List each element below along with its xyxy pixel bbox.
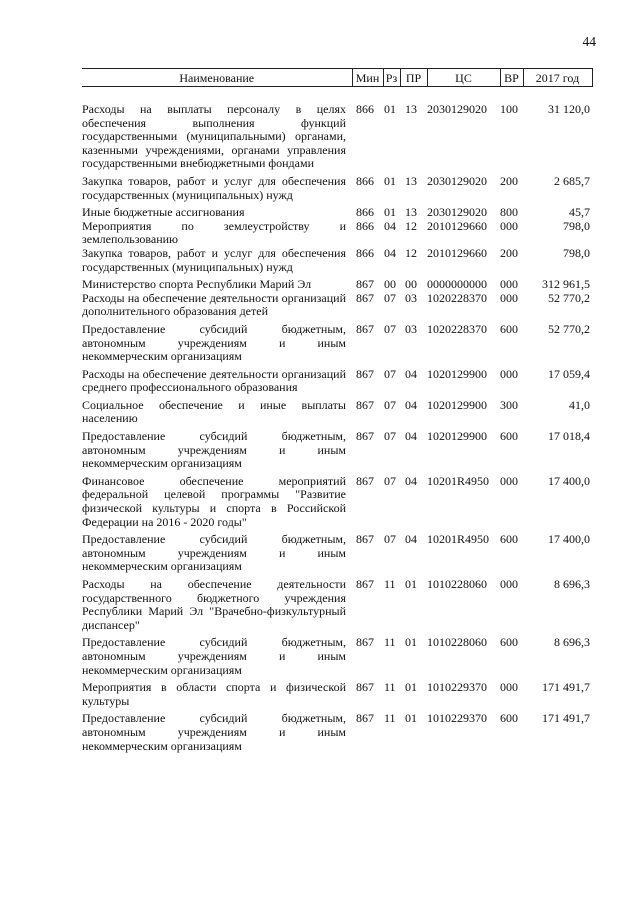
table-row <box>82 636 592 681</box>
cell-cs: 1010228060 <box>427 635 487 650</box>
cell-rz: 04 <box>384 218 396 233</box>
cell-vr: 600 <box>500 635 518 650</box>
cell-cs: 10201R4950 <box>427 473 490 488</box>
cell-vr: 200 <box>500 173 518 188</box>
cell-pr: 01 <box>405 577 417 591</box>
table-row <box>82 278 592 292</box>
cell-pr: 03 <box>405 290 417 305</box>
cell-name: Предоставление субсидий бюджетным, автономным учреждениям и иным некоммерческим организациям <box>82 321 346 364</box>
header-year: 2017 год <box>523 69 592 87</box>
cell-sum: 798,0 <box>563 245 590 260</box>
table-header <box>82 69 592 104</box>
table-row <box>82 712 592 757</box>
cell-pr: 04 <box>405 532 417 547</box>
cell-vr: 000 <box>500 473 518 488</box>
table-row <box>82 578 592 636</box>
cell-min: 866 <box>356 205 374 220</box>
cell-pr: 01 <box>405 635 417 650</box>
cell-name: Министерство спорта Республики Марий Эл <box>82 277 312 292</box>
cell-sum: 17 400,0 <box>548 473 590 488</box>
cell-cs: 1020228370 <box>427 321 487 336</box>
cell-pr: 04 <box>405 473 417 488</box>
table-row <box>82 681 592 712</box>
cell-sum: 31 120,0 <box>548 102 590 116</box>
cell-min: 867 <box>356 397 374 412</box>
cell-name: Расходы на выплаты персоналу в целях обеспечения выполнения функций государственными (муниципальными) органами, казенными учреждениями, органами управления государственными внебюджетными фондами <box>82 102 346 171</box>
cell-cs: 2010129660 <box>427 245 487 260</box>
cell-rz: 00 <box>384 277 396 292</box>
cell-min: 866 <box>356 245 374 260</box>
cell-name: Расходы на обеспечение деятельности организаций среднего профессионального образования <box>82 366 346 395</box>
header-min: Мин <box>352 69 383 87</box>
table-row <box>82 220 592 247</box>
cell-min: 867 <box>356 366 374 381</box>
cell-min: 867 <box>356 680 374 695</box>
cell-min: 866 <box>356 218 374 233</box>
cell-rz: 11 <box>384 711 396 726</box>
cell-pr: 04 <box>405 429 417 444</box>
table-row <box>82 175 592 206</box>
header-pr: ПР <box>400 69 427 87</box>
table-row <box>82 292 592 323</box>
cell-sum: 312 961,5 <box>542 277 590 292</box>
cell-rz: 11 <box>384 635 396 650</box>
cell-name: Иные бюджетные ассигнования <box>82 205 245 220</box>
cell-sum: 171 491,7 <box>542 711 590 726</box>
table-row <box>82 323 592 368</box>
cell-name: Мероприятия в области спорта и физической культуры <box>82 680 346 708</box>
table-row <box>82 533 592 578</box>
cell-rz: 04 <box>384 245 396 260</box>
cell-min: 867 <box>356 321 374 336</box>
cell-rz: 01 <box>384 173 396 188</box>
cell-min: 867 <box>356 711 374 726</box>
cell-rz: 01 <box>384 205 396 220</box>
cell-min: 867 <box>356 577 374 591</box>
cell-vr: 100 <box>500 102 518 116</box>
cell-pr: 01 <box>405 711 417 726</box>
cell-rz: 07 <box>384 473 396 488</box>
cell-pr: 04 <box>405 366 417 381</box>
cell-sum: 17 400,0 <box>548 532 590 547</box>
page-number: 44 <box>582 34 596 49</box>
cell-vr: 600 <box>500 532 518 547</box>
cell-pr: 03 <box>405 321 417 336</box>
cell-min: 867 <box>356 532 374 547</box>
cell-rz: 01 <box>384 102 396 116</box>
cell-sum: 52 770,2 <box>548 321 590 336</box>
cell-rz: 07 <box>384 532 396 547</box>
header-cs: ЦС <box>427 69 500 87</box>
cell-vr: 000 <box>500 290 518 305</box>
cell-cs: 1010229370 <box>427 711 487 726</box>
cell-min: 866 <box>356 173 374 188</box>
cell-min: 867 <box>356 290 374 305</box>
table-row <box>82 430 592 475</box>
cell-rz: 07 <box>384 429 396 444</box>
cell-cs: 1020129900 <box>427 397 487 412</box>
cell-sum: 17 059,4 <box>548 366 590 381</box>
cell-vr: 000 <box>500 277 518 292</box>
cell-cs: 2030129020 <box>427 102 487 116</box>
cell-rz: 11 <box>384 680 396 695</box>
cell-min: 867 <box>356 277 374 292</box>
cell-name: Закупка товаров, работ и услуг для обеспечения государственных (муниципальных) нужд <box>82 245 346 274</box>
cell-name: Предоставление субсидий бюджетным, автономным учреждениям и иным некоммерческим организациям <box>82 429 346 471</box>
cell-cs: 10201R4950 <box>427 532 490 547</box>
table-row <box>82 247 592 278</box>
cell-sum: 8 696,3 <box>554 577 590 591</box>
cell-vr: 600 <box>500 429 518 444</box>
cell-vr: 000 <box>500 366 518 381</box>
cell-rz: 07 <box>384 321 396 336</box>
cell-pr: 13 <box>405 173 417 188</box>
cell-sum: 171 491,7 <box>542 680 590 695</box>
cell-name: Предоставление субсидий бюджетным, автономным учреждениям и иным некоммерческим организациям <box>82 711 346 753</box>
table-body <box>82 103 592 757</box>
header-name: Наименование <box>82 69 352 87</box>
cell-pr: 13 <box>405 205 417 220</box>
cell-rz: 07 <box>384 290 396 305</box>
cell-vr: 000 <box>500 577 518 591</box>
cell-name: Предоставление субсидий бюджетным, автономным учреждениям и иным некоммерческим организациям <box>82 635 346 677</box>
cell-cs: 1010229370 <box>427 680 487 695</box>
table-row <box>82 103 592 175</box>
cell-sum: 2 685,7 <box>554 173 590 188</box>
cell-cs: 2010129660 <box>427 218 487 233</box>
cell-pr: 00 <box>405 277 417 292</box>
table-row <box>82 368 592 399</box>
cell-sum: 45,7 <box>569 205 590 220</box>
cell-min: 867 <box>356 429 374 444</box>
cell-vr: 000 <box>500 680 518 695</box>
table-row <box>82 399 592 430</box>
cell-vr: 000 <box>500 218 518 233</box>
cell-sum: 798,0 <box>563 218 590 233</box>
cell-name: Мероприятия по землеустройству и землепользованию <box>82 218 346 247</box>
cell-cs: 1020129900 <box>427 429 487 444</box>
cell-vr: 600 <box>500 711 518 726</box>
cell-vr: 800 <box>500 205 518 220</box>
cell-vr: 600 <box>500 321 518 336</box>
cell-sum: 41,0 <box>569 397 590 412</box>
cell-vr: 300 <box>500 397 518 412</box>
cell-pr: 04 <box>405 397 417 412</box>
cell-vr: 200 <box>500 245 518 260</box>
cell-pr: 13 <box>405 102 417 116</box>
cell-cs: 1010228060 <box>427 577 487 591</box>
table-row <box>82 206 592 220</box>
header-rz: Рз <box>383 69 400 87</box>
cell-pr: 12 <box>405 245 417 260</box>
cell-rz: 07 <box>384 397 396 412</box>
cell-name: Расходы на обеспечение деятельности организаций дополнительного образования детей <box>82 290 346 319</box>
cell-cs: 2030129020 <box>427 205 487 220</box>
cell-sum: 8 696,3 <box>554 635 590 650</box>
cell-cs: 1020228370 <box>427 290 487 305</box>
cell-min: 867 <box>356 635 374 650</box>
cell-sum: 52 770,2 <box>548 290 590 305</box>
cell-name: Социальное обеспечение и иные выплаты населению <box>82 397 346 426</box>
cell-min: 866 <box>356 102 374 116</box>
cell-min: 867 <box>356 473 374 488</box>
budget-table <box>82 68 593 757</box>
header-vr: ВР <box>500 69 523 87</box>
cell-cs: 0000000000 <box>427 277 487 292</box>
cell-rz: 07 <box>384 366 396 381</box>
cell-pr: 01 <box>405 680 417 695</box>
cell-rz: 11 <box>384 577 396 591</box>
table-row <box>82 475 592 533</box>
cell-name: Предоставление субсидий бюджетным, автономным учреждениям и иным некоммерческим организациям <box>82 532 346 574</box>
cell-cs: 1020129900 <box>427 366 487 381</box>
cell-cs: 2030129020 <box>427 173 487 188</box>
cell-name: Закупка товаров, работ и услуг для обеспечения государственных (муниципальных) нужд <box>82 173 346 202</box>
cell-pr: 12 <box>405 218 417 233</box>
cell-sum: 17 018,4 <box>548 429 590 444</box>
cell-name: Расходы на обеспечение деятельности государственного бюджетного учреждения Республики Марий Эл "Врачебно-физкультурный диспансер" <box>82 577 346 632</box>
cell-name: Финансовое обеспечение мероприятий федеральной целевой программы "Развитие физической культуры и спорта в Российской Федерации на 2016 - 2020 годы" <box>82 473 346 529</box>
